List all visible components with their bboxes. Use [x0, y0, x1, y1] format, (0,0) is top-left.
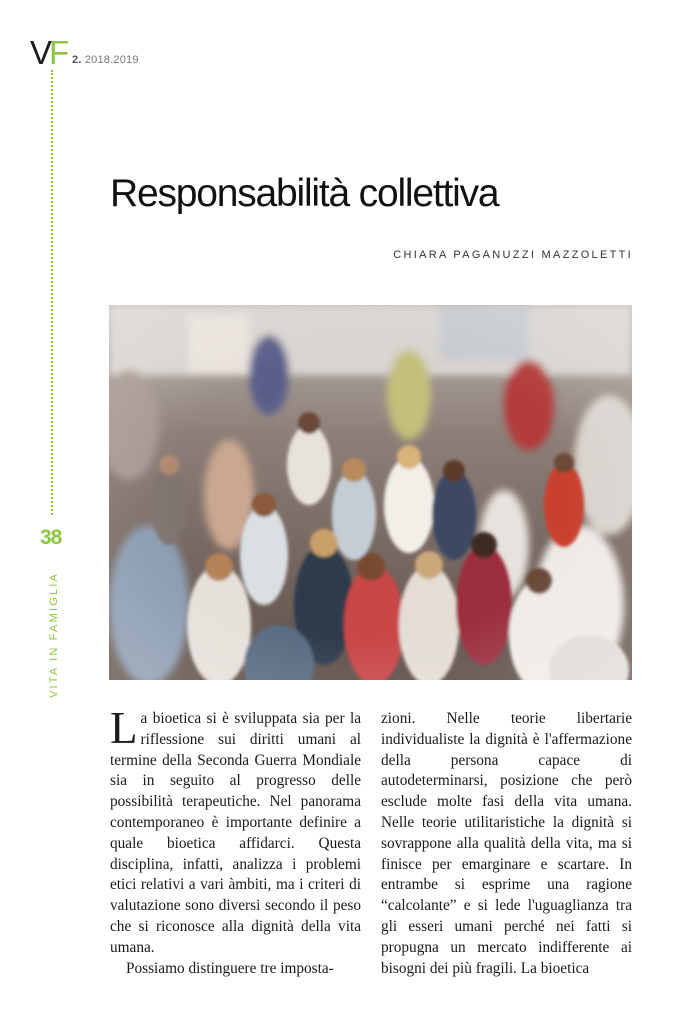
- paragraph-text: a bioetica si è sviluppata sia per la riflessione sui diritti umani al termine della Seconda Guerra Mondiale sia in seguito al progresso delle possibilità terapeutiche. Nel panorama contemporaneo è importante definire a quale bioetica affidarci. Questa disciplina, infatti, analizza i problemi etici relativi a vari àmbiti, ma i criteri di valutazione sono diversi secondo il peso che si riconosce alla dignità della vita umana.: [110, 710, 361, 956]
- dotted-divider: [51, 70, 53, 515]
- article-paragraph: zioni. Nelle teorie libertarie individualiste la dignità è l'affermazione della persona capace di autodeterminarsi, posizione che però esclude molte fasi della vita umana. Nelle teorie utilitaristiche la dignità si sovrappone alla qualità della vita, ma si finisce per emarginare e scartare. In entrambe si esprime una ragione “calcolante” e si lede l'uguaglianza tra gli esseri umani perché nei fatti si propugna un mercato indifferente ai bisogni dei più fragili. La bioetica: [381, 710, 632, 977]
- drop-cap: L: [110, 703, 138, 753]
- issue-info: [72, 54, 139, 66]
- page-number: 38: [40, 526, 62, 549]
- logo-letter-v: V: [30, 34, 50, 71]
- crowd-photo: [109, 305, 632, 680]
- article-column-2: [381, 709, 632, 979]
- article-column-1: [110, 703, 361, 979]
- magazine-logo: [30, 36, 66, 69]
- article-title: Responsabilità collettiva: [110, 172, 499, 215]
- section-label-text: VITA IN FAMIGLIA: [48, 571, 60, 698]
- article-author: CHIARA PAGANUZZI MAZZOLETTI: [393, 249, 633, 261]
- issue-year: 2018.2019: [84, 54, 139, 66]
- logo-letter-f: F: [49, 34, 67, 71]
- article-paragraph: [110, 703, 361, 959]
- article-paragraph: Possiamo distinguere tre imposta-: [126, 959, 334, 977]
- section-label: [46, 560, 62, 700]
- issue-number: 2.: [72, 54, 82, 66]
